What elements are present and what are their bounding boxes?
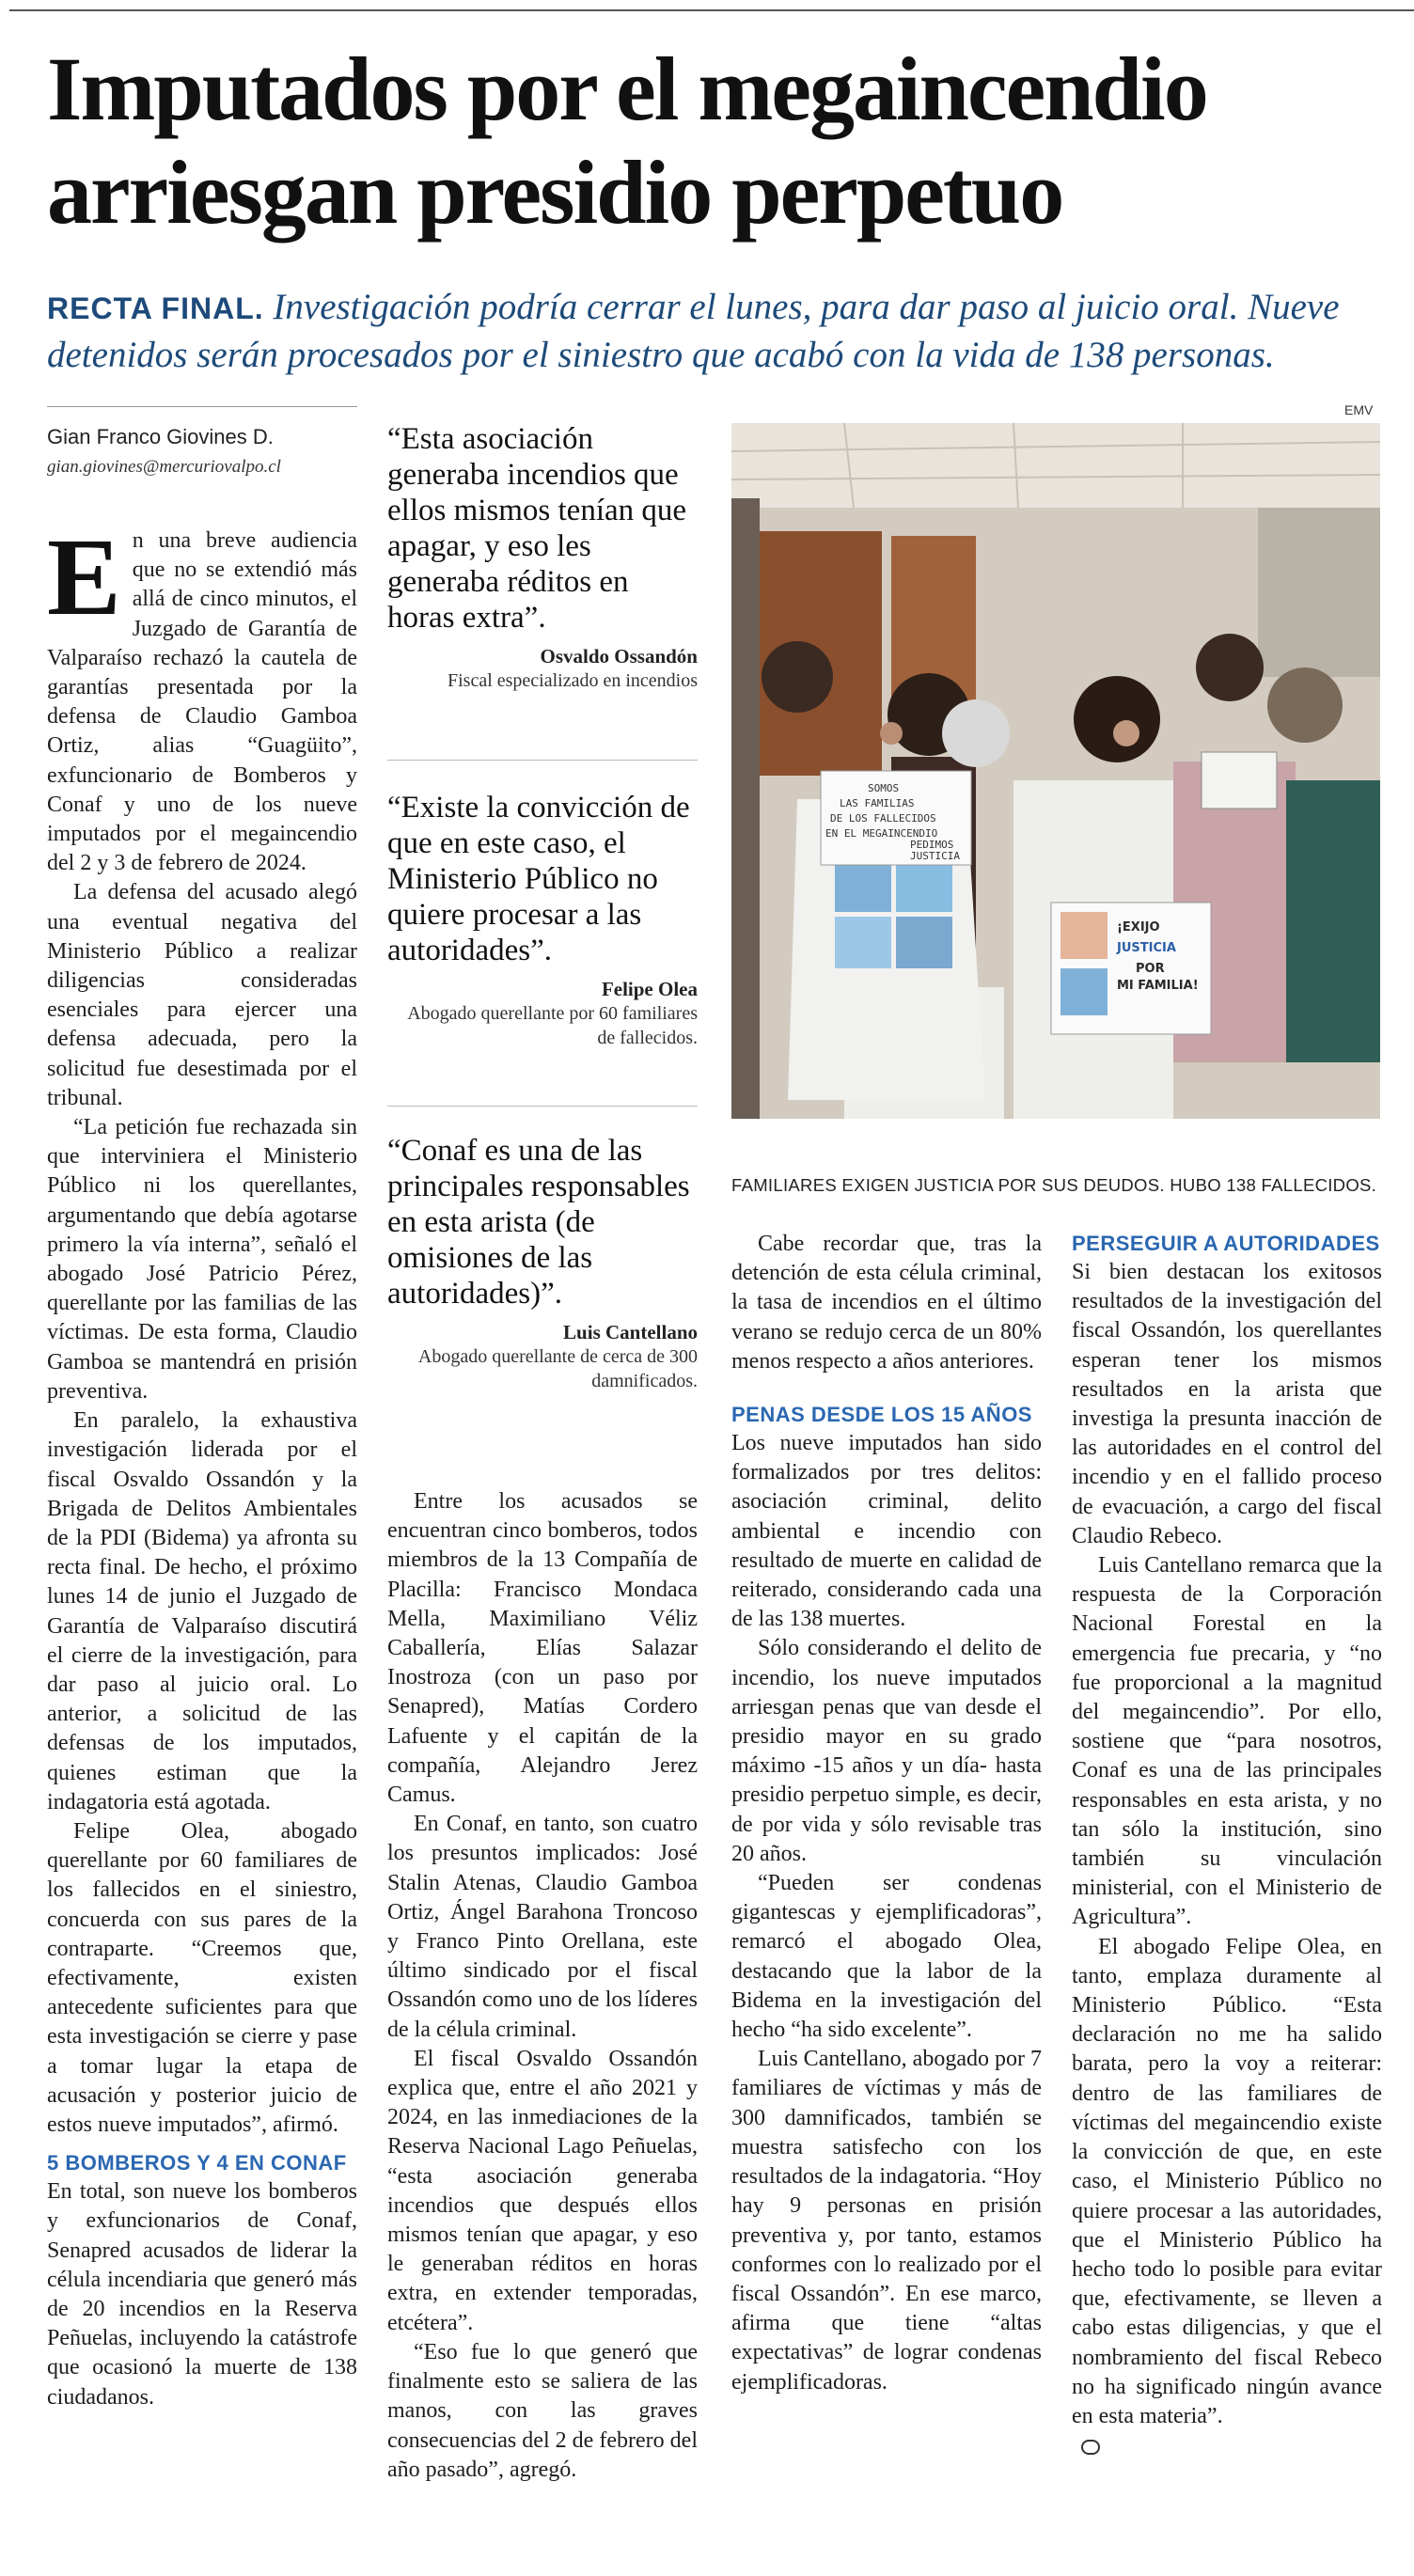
sign-text: JUSTICIA bbox=[910, 850, 960, 862]
pull-quote-author: Felipe Olea bbox=[601, 978, 698, 1000]
headline-line-1: Imputados por el megaincendio bbox=[47, 39, 1207, 139]
pull-quote-role: Fiscal especializado en incendios bbox=[447, 670, 698, 691]
sign-text: PEDIMOS bbox=[910, 839, 954, 851]
pull-quote-text: “Existe la convicción de que en este caso, el Ministerio Público no quiere procesar a las autoridades”. bbox=[387, 791, 690, 967]
sign-text: EN EL MEGAINCENDIO bbox=[825, 827, 938, 840]
headline bbox=[47, 38, 1401, 244]
section-heading: PENAS DESDE LOS 15 AÑOS bbox=[731, 1403, 1032, 1427]
article-column-2 bbox=[387, 1487, 698, 2485]
paragraph: Entre los acusados se encuentran cinco bomberos, todos miembros de la 13 Compañía de Placilla: Francisco Mondaca Mella, Maximiliano Véliz Caballería, Elías Salazar Inostroza (con un paso por Senapred), Matías Cordero Lafuente y el capitán de la compañía, Alejandro Jerez Camus. bbox=[387, 1489, 698, 1808]
sign-text: POR bbox=[1136, 962, 1165, 976]
sign-text: MI FAMILIA! bbox=[1117, 979, 1199, 993]
section-heading: PERSEGUIR A AUTORIDADES bbox=[1072, 1232, 1380, 1255]
paragraph: “La petición fue rechazada sin que interviniera el Ministerio Público ni los querellantes, argumentando que debía agotarse primero la vía interna”, señaló el abogado José Patricio Pérez, querellante por las familias de las víctimas. De esta forma, Claudio Gamboa se mantendrá en prisión preventiva. bbox=[47, 1115, 357, 1404]
pull-quote-role: Abogado querellante de cerca de 300 damnificados. bbox=[417, 1346, 698, 1391]
sign-text: JUSTICIA bbox=[1117, 941, 1176, 955]
paragraph: En paralelo, la exhaustiva investigación liderada por el fiscal Osvaldo Ossandón y la Brigada de Delitos Ambientales de la PDI (Bidema) ya afronta su recta final. De hecho, el próximo lunes 14 de junio el Juzgado de Garantía de Valparaíso discutirá el cierre de la investigación, para dar paso al juicio oral. Lo anterior, a solicitud de las defensas de los imputados, quienes estiman que la indagatoria está agotada. bbox=[47, 1408, 357, 1814]
pull-quote-3 bbox=[387, 1133, 698, 1393]
paragraph: La defensa del acusado alegó una eventual negativa del Ministerio Público a realizar diligencias consideradas esenciales para ejercer una defensa adecuada, pero la solicitud fue desestimada por el tribunal. bbox=[47, 880, 357, 1110]
photo-credit: EMV bbox=[1344, 402, 1374, 417]
paragraph: Los nueve imputados han sido formalizados por tres delitos: asociación criminal, delito ambiental e incendio con resultado de muerte en calidad de reiterado, considerando cada una de las 138 muertes. bbox=[731, 1431, 1042, 1632]
photo-caption: FAMILIARES EXIGEN JUSTICIA POR SUS DEUDOS. HUBO 138 FALLECIDOS. bbox=[731, 1175, 1377, 1195]
headline-line-2: arriesgan presidio perpetuo bbox=[47, 142, 1063, 243]
lead-paragraph: n una breve audiencia que no se extendió más allá de cinco minutos, el Juzgado de Garantía de Valparaíso rechazó la cautela de garantías presentada por la defensa de Claudio Gamboa Ortiz, alias “Guagüito”, exfuncionario de Bomberos y Conaf y uno de los nueve imputados por el megaincendio del 2 y 3 de febrero de 2024. bbox=[47, 528, 357, 876]
drop-cap: E bbox=[47, 515, 121, 638]
article-column-3 bbox=[731, 1230, 1042, 2397]
byline-author: Gian Franco Giovines D. bbox=[47, 425, 274, 448]
paragraph: Cabe recordar que, tras la detención de esta célula criminal, la tasa de incendios en el último verano se redujo cerca de un 80% menos respecto a años anteriores. bbox=[731, 1232, 1042, 1374]
protest-photo-illustration bbox=[731, 423, 1380, 1119]
byline-rule bbox=[47, 406, 357, 407]
paragraph: Sólo considerando el delito de incendio, los nueve imputados arriesgan penas que van desde el presidio mayor en su grado máximo -15 años y un día- hasta presidio perpetuo simple, es decir, de por vida y sólo revisable tras 20 años. bbox=[731, 1636, 1042, 1866]
pull-quote-text: “Esta asociación generaba incendios que ellos mismos tenían que apagar, y eso les generaba réditos en horas extra”. bbox=[387, 422, 687, 635]
top-rule bbox=[9, 9, 1414, 11]
subhead-kicker: RECTA FINAL. bbox=[47, 291, 264, 325]
pull-quote-1 bbox=[387, 421, 698, 693]
paragraph: Luis Cantellano, abogado por 7 familiares de víctimas y más de 300 damnificados, también se muestra satisfecho con los resultados de la indagatoria. “Hoy hay 9 personas en prisión preventiva y, por tanto, estamos conformes con lo realizado por el fiscal Ossandón”. En ese marco, afirma que tiene “altas expectativas” de lograr condenas ejemplificadoras. bbox=[731, 2047, 1042, 2395]
paragraph: Felipe Olea, abogado querellante por 60 familiares de los fallecidos en el siniestro, concuerda con sus pares de la contraparte. “Creemos que, efectivamente, existen antecedente suficientes para que esta investigación se cierre y pase a tomar lugar la etapa de acusación y posterior juicio de estos nueve imputados”, afirmó. bbox=[47, 1818, 357, 2137]
sign-text: SOMOS bbox=[868, 782, 900, 794]
paragraph: “Pueden ser condenas gigantescas y ejemplificadoras”, remarcó el abogado Olea, destacando que la labor de la Bidema en la investigación del hecho “ha sido excelente”. bbox=[731, 1871, 1042, 2043]
article-column-4 bbox=[1072, 1230, 1382, 2460]
pull-quote-role: Abogado querellante por 60 familiares de fallecidos. bbox=[407, 1003, 698, 1048]
paragraph: “Eso fue lo que generó que finalmente esto se saliera de las manos, con las graves consecuencias del 2 de febrero del año pasado”, agregó. bbox=[387, 2339, 698, 2482]
paragraph: El fiscal Osvaldo Ossandón explica que, entre el año 2021 y 2024, en las inmediaciones de la Reserva Nacional Lago Peñuelas, “esta asociación generaba incendios que después ellos mismos tenían que apagar, y eso le generaban réditos en horas extra, en extender temporadas, etcétera”. bbox=[387, 2046, 698, 2335]
end-of-article-icon bbox=[1081, 2440, 1100, 2455]
news-photo bbox=[731, 423, 1380, 1119]
quote-divider bbox=[387, 1106, 698, 1107]
pull-quote-2 bbox=[387, 790, 698, 1050]
paragraph: En Conaf, en tanto, son cuatro los presuntos implicados: José Stalin Atenas, Claudio Gamboa Ortiz, Ángel Barahona Troncoso y Franco Pinto Orellana, este último sindicado por el fiscal Ossandón como uno de los líderes de la célula criminal. bbox=[387, 1812, 698, 2042]
paragraph: Si bien destacan los exitosos resultados de la investigación del fiscal Ossandón, los querellantes esperan tener los mismos resultados en la arista que investiga la presunta inacción de las autoridades en el control del incendio y en el fallido proceso de evacuación, a cargo del fiscal Claudio Rebeco. bbox=[1072, 1260, 1382, 1548]
sign-text: LAS FAMILIAS bbox=[840, 797, 915, 809]
sign-text: ¡EXIJO bbox=[1117, 920, 1160, 935]
paragraph: En total, son nueve los bomberos y exfuncionarios de Conaf, Senapred acusados de liderar la célula incendiaria que generó más de 20 incendios en la Reserva Peñuelas, incluyendo la catástrofe que ocasionó la muerte de 138 ciudadanos. bbox=[47, 2179, 357, 2410]
pull-quote-text: “Conaf es una de las principales responsables en esta arista (de omisiones de las autoridades)”. bbox=[387, 1134, 690, 1311]
subhead-text: Investigación podría cerrar el lunes, para dar paso al juicio oral. Nueve detenidos serán procesados por el siniestro que acabó con la vida de 138 personas. bbox=[47, 287, 1340, 375]
paragraph: Luis Cantellano remarca que la respuesta de la Corporación Nacional Forestal en la emergencia fue precaria, y “no fue proporcional a la magnitud del megaincendio”. Por ello, sostiene que “para nosotros, Conaf es una de las principales responsables en esta arista, y no tan sólo la institución, sino también su vinculación ministerial, con el Ministerio de Agricultura”. bbox=[1072, 1553, 1382, 1930]
sign-text: DE LOS FALLECIDOS bbox=[830, 812, 936, 825]
subhead bbox=[47, 284, 1391, 379]
article-column-1 bbox=[47, 515, 357, 2412]
byline-email: gian.giovines@mercuriovalpo.cl bbox=[47, 457, 281, 477]
pull-quote-author: Osvaldo Ossandón bbox=[540, 645, 698, 668]
paragraph: El abogado Felipe Olea, en tanto, emplaza duramente al Ministerio Público. “Esta declaración no me ha salido barata, pero la voy a reiterar: dentro de las familiares de víctimas del megaincendio existe la convicción de que, en este caso, el Ministerio Público no quiere procesar a las autoridades, que el Ministerio Público ha hecho todo lo posible para evitar que, efectivamente, se lleven a cabo estas diligencias, y que el nombramiento del fiscal Rebeco no ha significado ningún avance en esta materia”. bbox=[1072, 1934, 1382, 2428]
pull-quote-author: Luis Cantellano bbox=[563, 1321, 698, 1343]
quote-divider bbox=[387, 760, 698, 761]
section-heading: 5 BOMBEROS Y 4 EN CONAF bbox=[47, 2151, 347, 2175]
